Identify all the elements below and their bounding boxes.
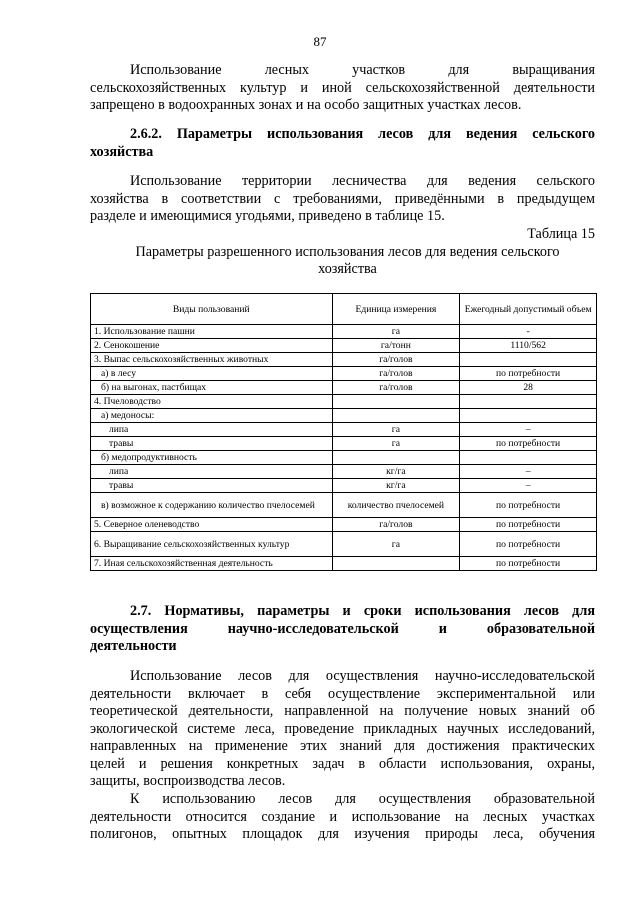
row-volume — [460, 353, 597, 367]
row-volume — [460, 409, 597, 423]
text-line: Использование лесных участков для выращивания — [130, 62, 595, 78]
row-name: травы — [91, 437, 333, 451]
row-volume: 28 — [460, 381, 597, 395]
row-unit: кг/га — [332, 479, 460, 493]
text-line: деятельности включает в себя осуществление экспериментальной или — [90, 685, 595, 702]
table-row — [91, 437, 597, 451]
text-line: хозяйства в соответствии с требованиями, приведёнными в предыдущем — [90, 190, 595, 207]
table-row — [91, 518, 597, 532]
row-unit: га/голов — [332, 353, 460, 367]
row-volume: по потребности — [460, 437, 597, 451]
row-unit — [332, 395, 460, 409]
text-line: Использование лесов для осуществления научно-исследовательской — [130, 668, 595, 684]
row-volume: - — [460, 325, 597, 339]
table-row — [91, 451, 597, 465]
row-name: 6. Выращивание сельскохозяйственных культур — [91, 532, 333, 557]
text-line: К использованию лесов для осуществления образовательной — [130, 791, 595, 807]
row-name: 7. Иная сельскохозяйственная деятельность — [91, 557, 333, 571]
table-title: Параметры разрешенного использования лесов для ведения сельского хозяйства — [135, 244, 560, 277]
row-volume — [460, 395, 597, 409]
heading-line: осуществления научно-исследовательской и образовательной — [90, 620, 595, 637]
table-row — [91, 479, 597, 493]
table-row — [91, 395, 597, 409]
row-unit: га — [332, 532, 460, 557]
row-name: липа — [91, 465, 333, 479]
column-header: Ежегодный допустимый объем — [460, 294, 597, 325]
heading-line: 2.6.2. Параметры использования лесов для ведения сельского — [130, 126, 595, 142]
text-line: теоретической деятельности, направленной на получение новых знаний об — [90, 703, 595, 719]
text-line: направленных на применение этих знаний для достижения практических — [90, 738, 595, 754]
table-row — [91, 465, 597, 479]
row-unit: га/тонн — [332, 339, 460, 353]
page-number: 87 — [313, 34, 327, 49]
table-header-row — [91, 294, 597, 325]
section-262-heading — [90, 126, 595, 161]
text-line: целей и решения конкретных задач в области использования, охраны, — [90, 755, 595, 772]
row-unit: га/голов — [332, 518, 460, 532]
heading-line: хозяйства — [90, 143, 154, 160]
text-line: запрещено в водоохранных зонах и на особо защитных участках лесов. — [90, 97, 522, 113]
row-name: б) медопродуктивность — [91, 451, 333, 465]
row-name: 4. Пчеловодство — [91, 395, 333, 409]
row-volume: по потребности — [460, 518, 597, 532]
row-volume: – — [460, 479, 597, 493]
section-27-heading — [90, 603, 595, 656]
row-unit: га/голов — [332, 367, 460, 381]
row-volume: по потребности — [460, 493, 597, 518]
table-label: Таблица 15 — [527, 226, 595, 242]
row-unit: кг/га — [332, 465, 460, 479]
row-name: б) на выгонах, пастбищах — [91, 381, 333, 395]
row-volume: по потребности — [460, 557, 597, 571]
table-row — [91, 423, 597, 437]
heading-line: 2.7. Нормативы, параметры и сроки использования лесов для — [130, 603, 595, 619]
row-name: а) в лесу — [91, 367, 333, 381]
text-line: экологической системе леса, проведение прикладных научных исследований, — [90, 720, 595, 737]
table-row — [91, 532, 597, 557]
row-unit: га — [332, 423, 460, 437]
row-volume: 1110/562 — [460, 339, 597, 353]
text-line: сельскохозяйственных культур и иной сельскохозяйственной деятельности — [90, 79, 595, 96]
row-name: 2. Сенокошение — [91, 339, 333, 353]
row-name: в) возможное к содержанию количество пчелосемей — [91, 493, 333, 518]
table-row — [91, 493, 597, 518]
table-row — [91, 409, 597, 423]
row-unit: га — [332, 325, 460, 339]
table-row — [91, 367, 597, 381]
text-line: полигонов, опытных площадок для изучения природы леса, обучения — [90, 826, 595, 842]
row-volume: – — [460, 465, 597, 479]
text-line: деятельности относится создание и использование на лесных участках — [90, 808, 595, 825]
row-name: 1. Использование пашни — [91, 325, 333, 339]
table-15 — [90, 293, 597, 571]
heading-line: деятельности — [90, 638, 177, 654]
table-row — [91, 353, 597, 367]
table-row — [91, 381, 597, 395]
row-volume: по потребности — [460, 367, 597, 381]
row-unit — [332, 557, 460, 571]
row-unit: га — [332, 437, 460, 451]
table-row — [91, 325, 597, 339]
row-volume — [460, 451, 597, 465]
row-name: 3. Выпас сельскохозяйственных животных — [91, 353, 333, 367]
column-header: Единица измерения — [332, 294, 460, 325]
row-volume: по потребности — [460, 532, 597, 557]
row-unit: количество пчелосемей — [332, 493, 460, 518]
row-unit — [332, 451, 460, 465]
row-name: липа — [91, 423, 333, 437]
section-262-paragraph — [90, 173, 595, 226]
section-27-paragraph-2 — [90, 791, 595, 844]
table-row — [91, 557, 597, 571]
section-27-paragraph-1 — [90, 668, 595, 791]
row-unit: га/голов — [332, 381, 460, 395]
column-header: Виды пользований — [91, 294, 333, 325]
row-name: 5. Северное оленеводство — [91, 518, 333, 532]
text-line: защиты, воспроизводства лесов. — [90, 773, 286, 789]
row-volume: – — [460, 423, 597, 437]
row-name: травы — [91, 479, 333, 493]
row-unit — [332, 409, 460, 423]
text-line: разделе и имеющимися угодьями, приведено в таблице 15. — [90, 208, 445, 224]
row-name: а) медоносы: — [91, 409, 333, 423]
table-row — [91, 339, 597, 353]
intro-paragraph — [90, 62, 595, 115]
text-line: Использование территории лесничества для ведения сельского — [130, 173, 595, 189]
